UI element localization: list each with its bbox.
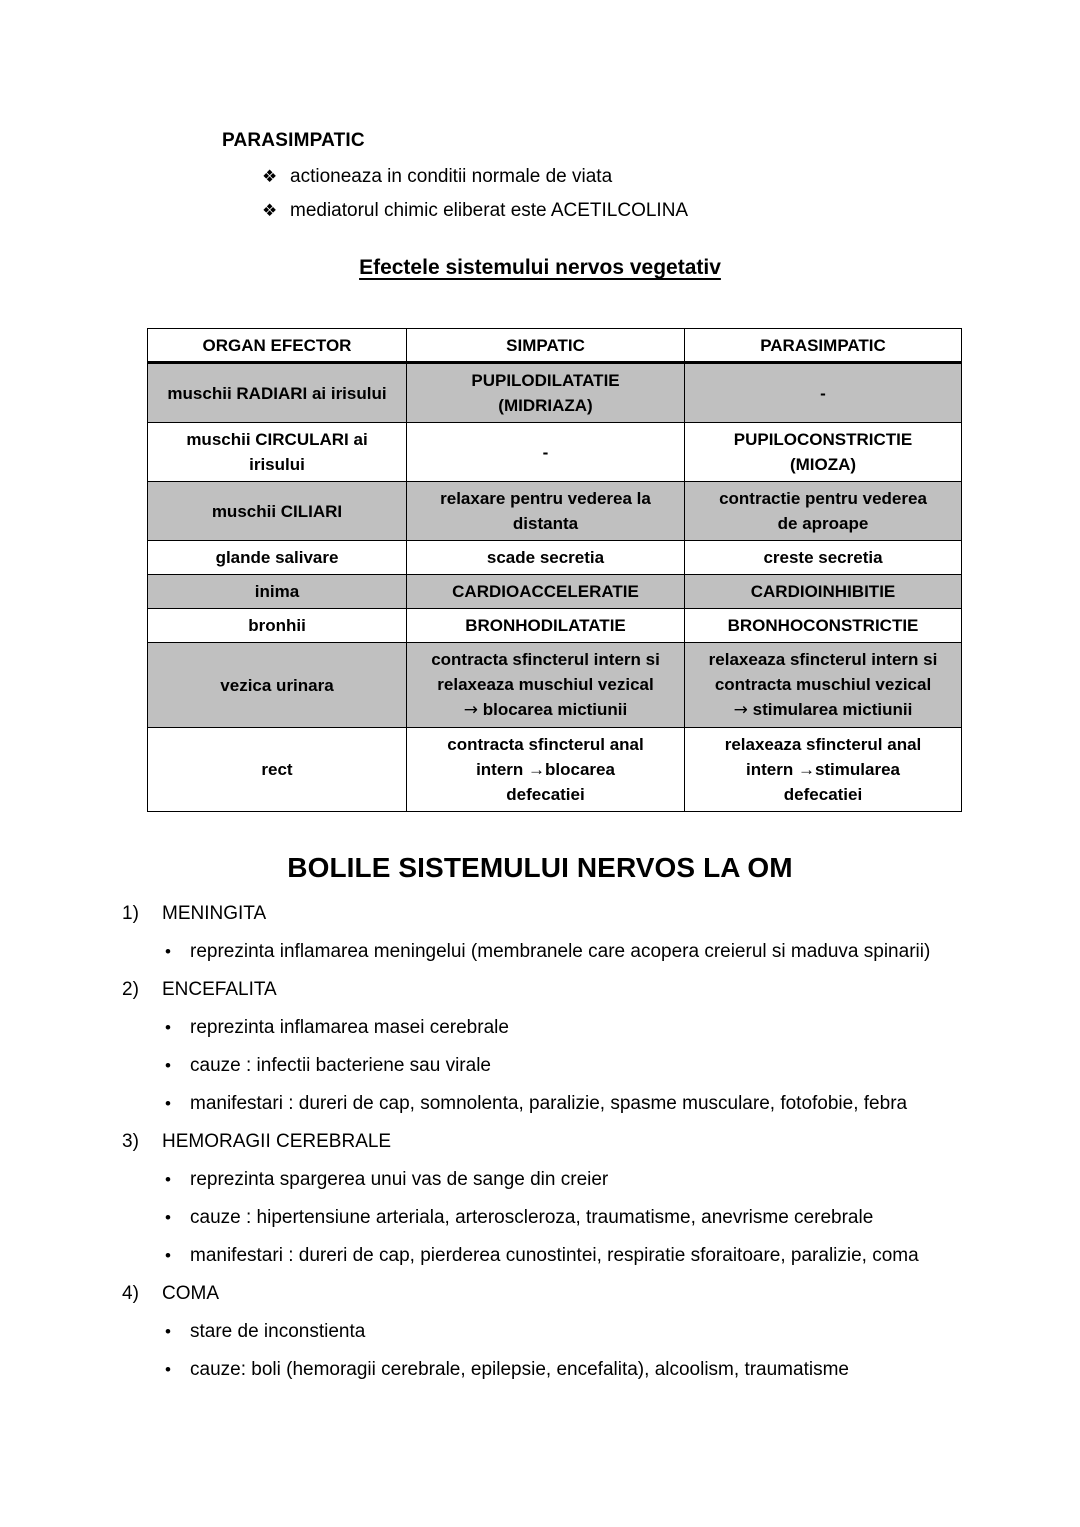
table-cell-parasimpatic: BRONHOCONSTRICTIE <box>685 609 962 643</box>
disease-name: ENCEFALITA <box>162 979 277 1000</box>
list-item <box>122 1237 1002 1275</box>
list-item-label: reprezinta inflamarea masei cerebrale <box>190 1017 509 1038</box>
table-cell-organ: inima <box>148 575 407 609</box>
list-item <box>122 1161 1002 1199</box>
list-item-label: mediatorul chimic eliberat este ACETILCOLINA <box>290 200 689 221</box>
table-cell-organ: muschii RADIARI ai irisului <box>148 363 407 423</box>
table-cell-parasimpatic: - <box>685 363 962 423</box>
table-cell-parasimpatic: contractie pentru vederea de aproape <box>685 482 962 541</box>
list-item-label: cauze: boli (hemoragii cerebrale, epilepsie, encefalita), alcoolism, traumatisme <box>190 1359 849 1380</box>
list-item-label: actioneaza in conditii normale de viata <box>290 166 613 187</box>
table-cell-organ: vezica urinara <box>148 643 407 728</box>
list-item <box>122 1199 1002 1237</box>
disease-number: 1) <box>122 903 139 924</box>
table-cell-parasimpatic: PUPILOCONSTRICTIE (MIOZA) <box>685 423 962 482</box>
disease-sub-list <box>122 1009 1002 1123</box>
table-body <box>148 363 962 812</box>
disease-title-row <box>122 971 1002 1009</box>
table-cell-simpatic: relaxare pentru vederea la distanta <box>407 482 685 541</box>
bullet-icon: • <box>165 1018 171 1037</box>
table-row <box>148 482 962 541</box>
table-row <box>148 423 962 482</box>
list-item <box>122 1085 1002 1123</box>
table-row <box>148 541 962 575</box>
disease-sub-list <box>122 933 1002 971</box>
section-title-efecte: Efectele sistemului nervos vegetativ <box>359 256 721 279</box>
disease-title-row <box>122 1123 1002 1161</box>
main-heading-boli: BOLILE SISTEMULUI NERVOS LA OM <box>287 852 793 883</box>
table-column-header: PARASIMPATIC <box>685 329 962 363</box>
disease-title-row <box>122 895 1002 933</box>
table-cell-parasimpatic: relaxeaza sfincterul anal intern →stimularea defecatiei <box>685 728 962 812</box>
list-item-label: cauze : hipertensiune arteriala, arteroscleroza, traumatisme, anevrisme cerebrale <box>190 1207 874 1228</box>
disease-name: COMA <box>162 1283 219 1304</box>
table-cell-simpatic: contracta sfincterul intern si relaxeaza muschiul vezical → blocarea mictiunii <box>407 643 685 728</box>
table-cell-organ: rect <box>148 728 407 812</box>
parasimpatic-heading: PARASIMPATIC <box>222 130 365 151</box>
table-cell-simpatic: scade secretia <box>407 541 685 575</box>
table-cell-simpatic: - <box>407 423 685 482</box>
list-item-label: manifestari : dureri de cap, somnolenta, paralizie, spasme musculare, fotofobie, febra <box>190 1093 908 1114</box>
table-cell-simpatic: contracta sfincterul anal intern →blocarea defecatiei <box>407 728 685 812</box>
arrow-right-icon: → <box>733 700 748 720</box>
disease-block <box>122 1275 1002 1389</box>
table-header <box>148 329 962 363</box>
list-item <box>122 933 1002 971</box>
bullet-icon: • <box>165 1360 171 1379</box>
bullet-icon: • <box>165 1170 171 1189</box>
disease-block <box>122 1123 1002 1275</box>
list-item-label: cauze : infectii bacteriene sau virale <box>190 1055 491 1076</box>
list-item-label: stare de inconstienta <box>190 1321 366 1342</box>
table-cell-simpatic: CARDIOACCELERATIE <box>407 575 685 609</box>
bullet-icon: • <box>165 942 171 961</box>
table-row <box>148 575 962 609</box>
bullet-icon: • <box>165 1322 171 1341</box>
list-item <box>122 1009 1002 1047</box>
table-cell-simpatic: PUPILODILATATIE (MIDRIAZA) <box>407 363 685 423</box>
list-item <box>122 1047 1002 1085</box>
disease-name: MENINGITA <box>162 903 267 924</box>
disease-block <box>122 971 1002 1123</box>
table-row <box>148 363 962 423</box>
table-cell-organ: muschii CILIARI <box>148 482 407 541</box>
diamond-bullet-icon: ❖ <box>262 167 278 186</box>
bullet-icon: • <box>165 1056 171 1075</box>
diamond-bullet-icon: ❖ <box>262 201 278 220</box>
list-item-label: reprezinta inflamarea meningelui (membranele care acopera creierul si maduva spinarii) <box>190 941 931 962</box>
table-header-row <box>148 329 962 363</box>
table-cell-parasimpatic: relaxeaza sfincterul intern si contracta muschiul vezical → stimularea mictiunii <box>685 643 962 728</box>
disease-numbered-list <box>122 895 1002 1389</box>
disease-sub-list <box>122 1161 1002 1275</box>
list-item <box>262 160 962 194</box>
bullet-icon: • <box>165 1246 171 1265</box>
table-cell-parasimpatic: creste secretia <box>685 541 962 575</box>
arrow-right-icon: → <box>463 700 478 720</box>
table-cell-organ: glande salivare <box>148 541 407 575</box>
table-cell-parasimpatic: CARDIOINHIBITIE <box>685 575 962 609</box>
table-row <box>148 609 962 643</box>
disease-title-row <box>122 1275 1002 1313</box>
table-column-header: ORGAN EFECTOR <box>148 329 407 363</box>
parasimpatic-bullet-list <box>262 160 962 228</box>
bullet-icon: • <box>165 1208 171 1227</box>
table-cell-organ: muschii CIRCULARI ai irisului <box>148 423 407 482</box>
table-column-header: SIMPATIC <box>407 329 685 363</box>
disease-number: 4) <box>122 1283 139 1304</box>
effects-table <box>147 328 962 812</box>
table-row <box>148 728 962 812</box>
disease-block <box>122 895 1002 971</box>
bullet-icon: • <box>165 1094 171 1113</box>
disease-number: 3) <box>122 1131 139 1152</box>
disease-name: HEMORAGII CEREBRALE <box>162 1131 392 1152</box>
list-item-label: reprezinta spargerea unui vas de sange din creier <box>190 1169 609 1190</box>
table-row <box>148 643 962 728</box>
list-item <box>122 1313 1002 1351</box>
disease-number: 2) <box>122 979 139 1000</box>
disease-sub-list <box>122 1313 1002 1389</box>
list-item <box>122 1351 1002 1389</box>
list-item <box>262 194 962 228</box>
table-cell-organ: bronhii <box>148 609 407 643</box>
table-cell-simpatic: BRONHODILATATIE <box>407 609 685 643</box>
list-item-label: manifestari : dureri de cap, pierderea cunostintei, respiratie sforaitoare, paralizie, coma <box>190 1245 919 1266</box>
